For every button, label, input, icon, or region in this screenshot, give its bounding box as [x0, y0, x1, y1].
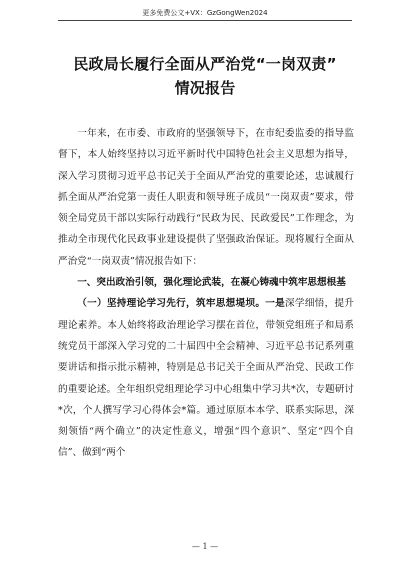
intro-paragraph: 一年来，在市委、市政府的坚强领导下，在市纪委监委的指导监督下，本人始终坚持以习近平新时代中国特色社会主义思想为指导，深入学习贯彻习近平总书记关于全面从严治党的重要论述，忠诚履行抓全面从严治党第一责任人职责和领导班子成员“一岗双责”要求，带领全局党员干部以实际行动践行“民政为民、民政爱民”工作理念，为推动全市现代化民政事业建设提供了坚强政治保证。现将履行全面从严治党“一岗双责”情况报告如下： — [58, 128, 354, 267]
emphasis-marker: 一是 — [265, 298, 286, 310]
subsection-body-1: 深学细悟，提升理论素养。本人始终将政治理论学习摆在首位，带领党组班子和局系统党员干部深入学习党的二十届四中全会精神、习近平总书记系列重要讲话和指示批示精神，特别是总书记关于全面从严治党、民政工作的重要论述。全年组织党组理论学习中心组集中学习共*次，专题研讨*次，个人撰写学习心得体会*篇。通过原原本本学、联系实际思，深刻领悟“两个确立”的决定性意义，增强“四个意识”、坚定“四个自信”、做到“两个 — [58, 298, 355, 459]
header-divider — [58, 20, 352, 21]
header-note: 更多免费公文+VX：GzGongWen2024 — [142, 9, 268, 17]
title-line-2: 情况报告 — [174, 79, 236, 97]
subsection-heading-1: （一）坚持理论学习先行，筑牢思想堤坝。 — [77, 298, 266, 310]
section-heading-1: 一、突出政治引领，强化理论武装，在凝心铸魂中筑牢思想根基 — [77, 277, 346, 289]
document-title — [40, 52, 370, 100]
document-body — [58, 123, 354, 464]
title-line-1: 民政局长履行全面从严治党“一岗双责” — [73, 55, 337, 73]
subsection-paragraph-1 — [58, 293, 354, 463]
page-number: — 1 — — [191, 542, 219, 551]
